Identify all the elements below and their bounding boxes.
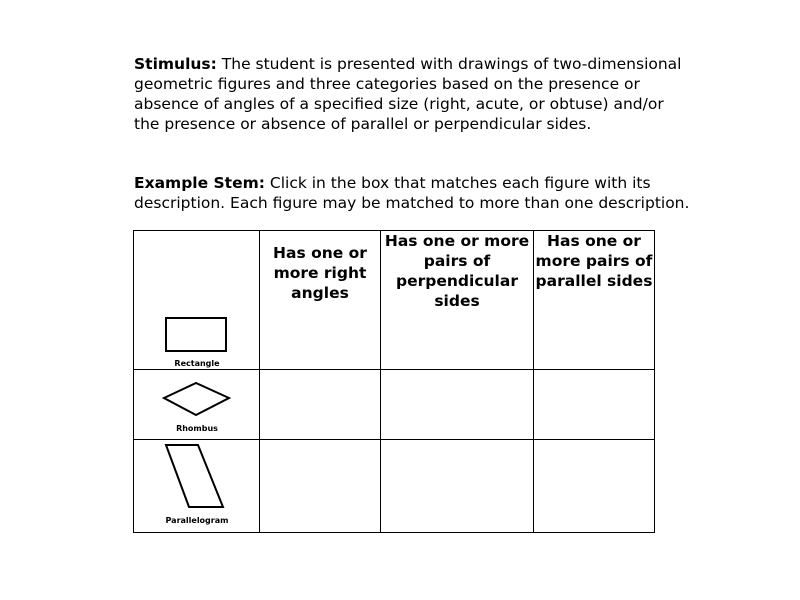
figure-cell-rectangle [134, 231, 260, 370]
matching-table [133, 230, 655, 533]
figure-label-parallelogram: Parallelogram [165, 516, 229, 525]
table-header-row [134, 231, 655, 370]
answer-box-parallelogram-perpendicular-sides[interactable] [381, 440, 534, 533]
example-stem-text: Click in the box that matches each figure with its description. Each figure may be matched to more than one description. [134, 174, 690, 212]
example-stem-label: Example Stem: [134, 174, 265, 192]
table-row [134, 440, 655, 533]
answer-box-rhombus-perpendicular-sides[interactable] [381, 370, 534, 440]
example-stem-paragraph [134, 173, 694, 213]
answer-box-rhombus-parallel-sides[interactable] [534, 370, 655, 440]
column-header-right-angles: Has one or more right angles [260, 231, 381, 370]
column-header-perpendicular-sides: Has one or more pairs of perpendicular sides [381, 231, 534, 370]
figure-label-rhombus: Rhombus [176, 424, 218, 433]
figure-cell-rhombus [134, 370, 260, 440]
answer-box-parallelogram-parallel-sides[interactable] [534, 440, 655, 533]
figure-label-rectangle: Rectangle [174, 359, 220, 368]
stimulus-label: Stimulus: [134, 55, 217, 73]
figure-cell-parallelogram [134, 440, 260, 533]
stimulus-paragraph [134, 54, 694, 134]
table-row [134, 370, 655, 440]
rectangle-icon [134, 231, 260, 370]
stimulus-text: The student is presented with drawings of two-dimensional geometric figures and three categories based on the presence or absence of angles of a specified size (right, acute, or obtuse) and/or the presence or absence of parallel or perpendicular sides. [134, 55, 682, 133]
answer-box-parallelogram-right-angles[interactable] [260, 440, 381, 533]
column-header-parallel-sides: Has one or more pairs of parallel sides [534, 231, 655, 370]
answer-box-rhombus-right-angles[interactable] [260, 370, 381, 440]
